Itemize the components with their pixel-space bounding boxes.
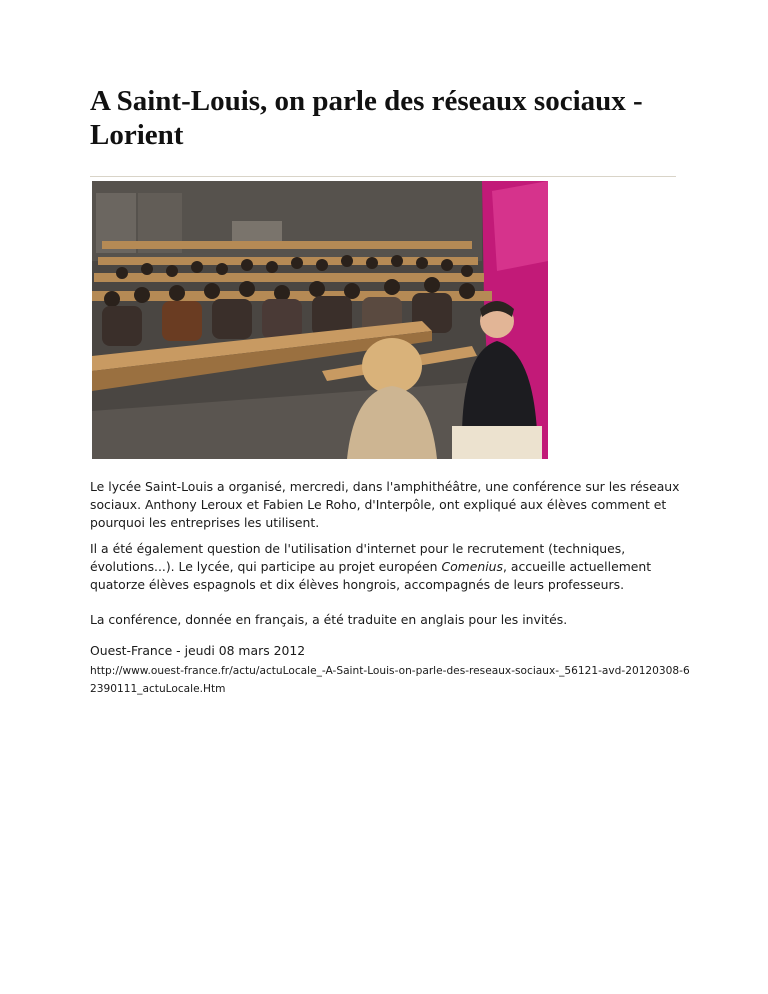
paragraph-2-text-end: , accueille actuellement quatorze élèves espagnols et dix élèves hongrois, accompagnés de leurs professeurs. <box>90 559 652 592</box>
article-paragraph-3: La conférence, donnée en français, a été traduite en anglais pour les invités. <box>90 612 568 627</box>
article-title: A Saint-Louis, on parle des réseaux sociaux - Lorient <box>90 85 643 151</box>
title-divider <box>90 176 676 177</box>
paragraph-2-text-start: Il a été également question de l'utilisation d'internet pour le recrutement (techniques, évolutions...). Le lycée, qui participe au projet européen <box>90 541 626 574</box>
conference-photo <box>92 181 548 459</box>
article-paragraph-1: Le lycée Saint-Louis a organisé, mercredi, dans l'amphithéâtre, une conférence sur les réseaux sociaux. Anthony Leroux et Fabien Le Roho, d'Interpôle, ont expliqué aux élèves comment et pourquoi les entreprises les utilisent. <box>90 479 680 530</box>
comenius-project-name: Comenius <box>441 559 503 574</box>
source-credit: Ouest-France - jeudi 08 mars 2012 <box>90 643 306 658</box>
article-paragraph-2 <box>90 540 680 594</box>
source-url: http://www.ouest-france.fr/actu/actuLocale_-A-Saint-Louis-on-parle-des-reseaux-sociaux-_56121-avd-20120308-62390111_actuLocale.Htm <box>90 665 690 695</box>
